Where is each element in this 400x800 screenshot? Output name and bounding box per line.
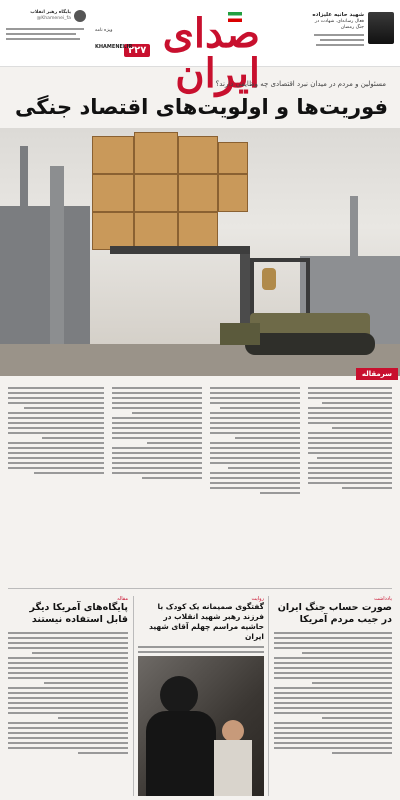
tweet-box (6, 10, 86, 60)
article-left (8, 596, 128, 757)
author-name: شهید حانیه علیزاده (312, 12, 364, 18)
article-center (138, 596, 264, 661)
lead-body-col-4 (8, 384, 104, 580)
site-name: KHAMENEI.IR (95, 44, 133, 50)
article-center-label: روایت (251, 596, 264, 602)
article-center-title: گفتگوی صمیمانه یک کودک با فرزند رهبر شهید انقلاب در حاشیه مراسم چهلم آقای شهید ایران (149, 602, 264, 641)
author-caption: فعال رسانه‌ای. شهادت در جنگ رمضان (314, 19, 364, 30)
article-center-photo (138, 656, 264, 796)
section-tag: سرمقاله (356, 368, 398, 380)
author-avatar (368, 12, 394, 44)
issue-number: ۲۲۷ (124, 44, 150, 57)
col-divider-1 (133, 596, 134, 796)
edition-label: ویژه نامه (95, 28, 113, 33)
tweet-avatar (74, 10, 86, 22)
lead-body-col-2 (210, 384, 300, 580)
lead-kicker: مسئولین و مردم در میدان نبرد اقتصادی چه وظایفی دارند؟ (215, 80, 386, 88)
article-right-title: صورت حساب جنگ ایران در جیب مردم آمریکا (277, 602, 392, 625)
author-box (306, 12, 364, 49)
col-divider-2 (268, 596, 269, 796)
section-divider (8, 588, 392, 589)
tweet-handle: @Khamenei_fa (36, 16, 71, 21)
hero-image (0, 128, 400, 376)
lead-body-col-3 (112, 384, 202, 580)
article-left-title: پایگاه‌های آمریکا دیگر قابل استفاده نیستند (29, 602, 128, 625)
logo: صدای ایران (162, 10, 260, 97)
lead-headline: فوریت‌ها و اولویت‌های اقتصاد جنگی (14, 95, 388, 119)
tweet-name: پایگاه رهبر انقلاب (30, 10, 71, 15)
article-left-label: مقاله (117, 596, 128, 602)
lead-body-col-1 (308, 384, 392, 580)
article-right (274, 596, 392, 757)
article-right-label: یادداشت (374, 596, 392, 602)
